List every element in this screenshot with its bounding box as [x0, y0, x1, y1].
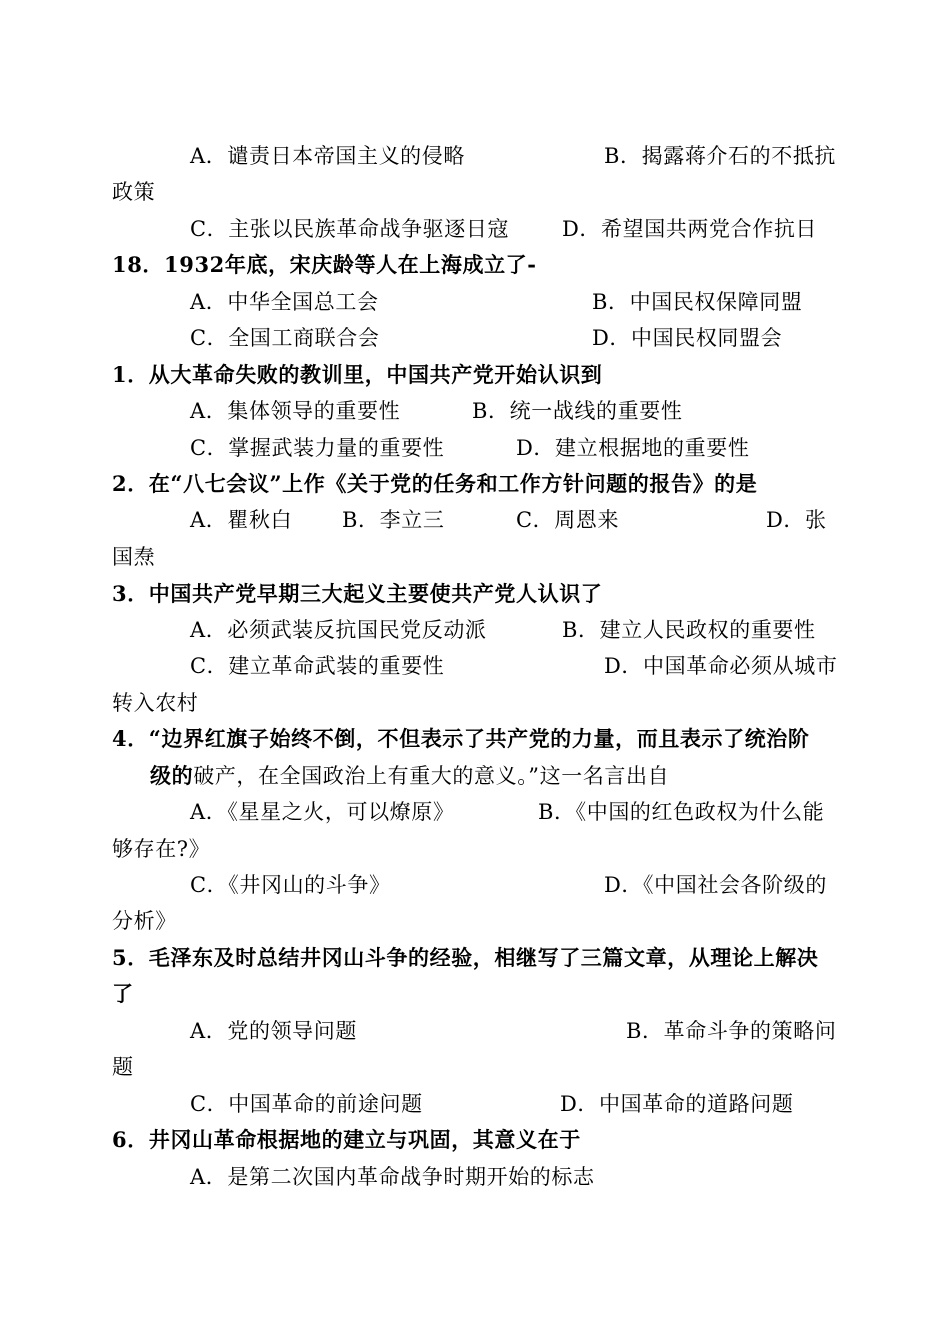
answer-option: D．中国民权同盟会: [592, 326, 783, 350]
wrapped-line: 分析》: [112, 909, 177, 933]
question-stem: 18．1932年底，宋庆龄等人在上海成立了-: [112, 252, 537, 277]
answer-option: A．集体领导的重要性: [190, 399, 401, 423]
bold-fragment: 级的: [150, 763, 194, 788]
answer-option: B．建立人民政权的重要性: [562, 618, 816, 642]
answer-option: C．建立革命武装的重要性: [190, 654, 445, 678]
answer-option: B．革命斗争的策略问: [626, 1019, 837, 1043]
answer-option: D．中国革命必须从城市: [604, 654, 838, 678]
question-stem: 1．从大革命失败的教训里，中国共产党开始认识到: [112, 362, 603, 387]
answer-option: C．主张以民族革命战争驱逐日寇: [190, 217, 510, 241]
answer-option: D．中国革命的道路问题: [560, 1092, 794, 1116]
question-stem: 4．“边界红旗子始终不倒，不但表示了共产党的力量，而且表示了统治阶: [112, 726, 810, 751]
answer-option: A．必须武装反抗国民党反动派: [190, 618, 487, 642]
answer-option: A．瞿秋白: [190, 508, 293, 532]
answer-option: B．中国民权保障同盟: [592, 290, 803, 314]
wrapped-line: 了: [112, 981, 134, 1006]
question-stem: 3．中国共产党早期三大起义主要使共产党人认识了: [112, 581, 603, 606]
wrapped-line: 国焘: [112, 545, 156, 569]
answer-option: D．《中国社会各阶级的: [604, 873, 827, 897]
wrapped-line: 够存在?》: [112, 837, 211, 861]
answer-option: B．统一战线的重要性: [472, 399, 683, 423]
answer-option: D．建立根据地的重要性: [516, 436, 750, 460]
answer-option: A．《星星之火，可以燎原》: [190, 800, 455, 824]
answer-option: C．周恩来: [516, 508, 620, 532]
question-stem: 6．井冈山革命根据地的建立与巩固，其意义在于: [112, 1127, 581, 1152]
normal-fragment: 破产，在全国政治上有重大的意义。”这一名言出自: [193, 764, 670, 788]
answer-option: C．中国革命的前途问题: [190, 1092, 423, 1116]
answer-option: A．谴责日本帝国主义的侵略: [190, 144, 465, 168]
answer-option: A．是第二次国内革命战争时期开始的标志: [190, 1165, 595, 1189]
answer-option: D．希望国共两党合作抗日: [562, 217, 818, 241]
answer-option: C．掌握武装力量的重要性: [190, 436, 445, 460]
question-stem: 5．毛泽东及时总结井冈山斗争的经验，相继写了三篇文章，从理论上解决: [112, 945, 819, 970]
wrapped-line: 题: [112, 1055, 134, 1079]
wrapped-line: 政策: [112, 180, 156, 204]
answer-option: C．《井冈山的斗争》: [190, 873, 391, 897]
answer-option: B．李立三: [342, 508, 445, 532]
answer-option: A．党的领导问题: [190, 1019, 357, 1043]
question-continuation: [150, 762, 669, 790]
answer-option: B．揭露蒋介石的不抵抗: [604, 144, 837, 168]
wrapped-line: 转入农村: [112, 691, 199, 715]
answer-option: C．全国工商联合会: [190, 326, 380, 350]
answer-option: D．张: [766, 508, 827, 532]
answer-option: B．《中国的红色政权为什么能: [538, 800, 825, 824]
question-stem: 2．在“八七会议”上作《关于党的任务和工作方针问题的报告》的是: [112, 471, 758, 496]
answer-option: A．中华全国总工会: [190, 290, 379, 314]
